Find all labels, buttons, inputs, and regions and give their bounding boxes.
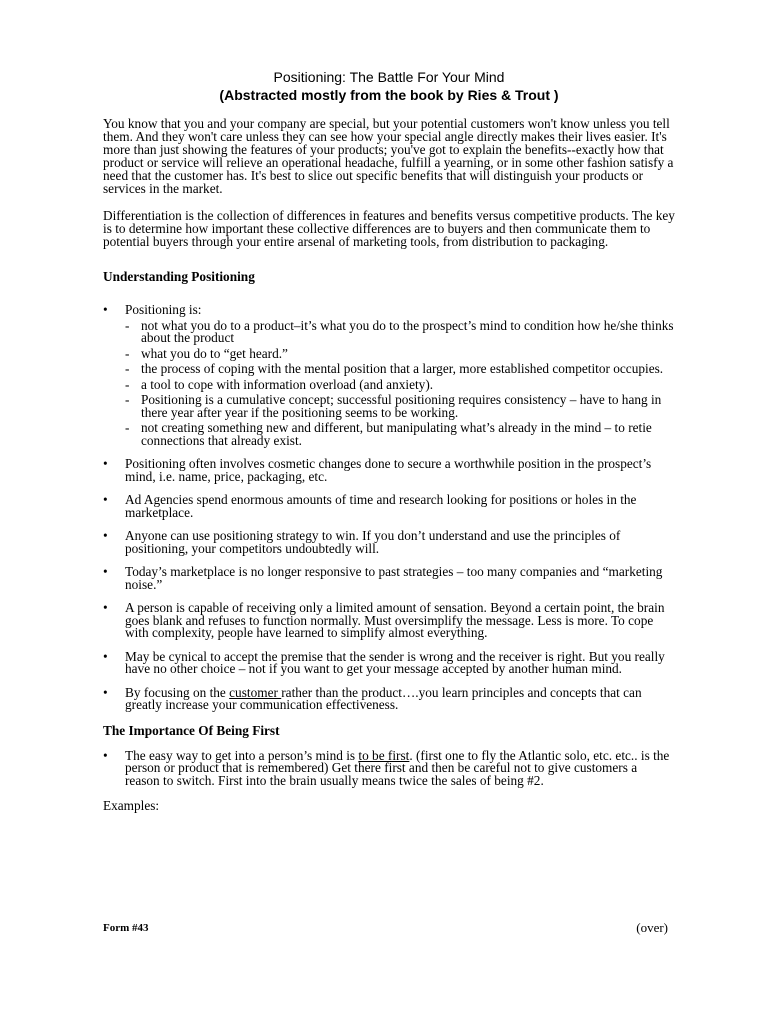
document-page xyxy=(103,68,675,814)
bullet-glyph: • xyxy=(103,747,108,763)
bullet-glyph: • xyxy=(103,600,108,615)
dash-glyph: - xyxy=(125,376,130,392)
list-item xyxy=(103,566,675,591)
bullet-text: The easy way to get into a person’s mind is xyxy=(125,747,359,763)
customer-underlined: customer xyxy=(229,684,282,700)
positioning-is-label: Positioning is: xyxy=(125,302,202,317)
dash-glyph: - xyxy=(125,345,130,361)
sub-list-item xyxy=(125,363,675,376)
sub-list-item xyxy=(125,376,675,392)
dash-glyph: - xyxy=(125,361,130,376)
sub-item-text: what you do to “get heard.” xyxy=(141,345,288,361)
list-item xyxy=(103,304,675,447)
list-item xyxy=(103,684,675,712)
intro-paragraph-2: Differentiation is the collection of differences in features and benefits versus competitive products. The key is to determine how important these collective differences are to buyers and then communicate them to potential buyers through your entire arsenal of marketing tools, from distribution to packaging. xyxy=(103,208,675,249)
bullet-glyph: • xyxy=(103,684,108,700)
bullet-text: A person is capable of receiving only a limited amount of sensation. Beyond a certain point, the brain goes blank and refuses to function normally. Must oversimplify the message. Less is more. To cope with complexity, people have learned to simplify almost everything. xyxy=(125,600,665,640)
list-item xyxy=(103,530,675,555)
positioning-sub-list xyxy=(125,317,675,448)
section-heading-understanding: Understanding Positioning xyxy=(103,269,255,284)
list-item xyxy=(103,747,675,788)
positioning-bullet-list xyxy=(103,304,675,712)
document-title xyxy=(103,68,675,104)
sub-item-text: a tool to cope with information overload (and anxiety). xyxy=(141,376,434,392)
list-item xyxy=(103,458,675,483)
sub-list-item xyxy=(125,394,675,419)
sub-item-text: Positioning is a cumulative concept; successful positioning requires consistency – have to hang in there year after year if the positioning seems to be working. xyxy=(141,392,662,420)
list-item xyxy=(103,648,675,676)
bullet-text: Positioning often involves cosmetic changes done to secure a worthwhile position in the prospect’s mind, i.e. name, price, packaging, etc. xyxy=(125,456,652,484)
dash-glyph: - xyxy=(125,392,130,407)
bullet-text: . (first one to fly the Atlantic solo, etc. etc.. is the person or product that is remembered) Get there first and then be careful not to give customers a reason to switch. First into the brain usually means twice the sales of being #2. xyxy=(125,747,670,788)
bullet-text: May be cynical to accept the premise that the sender is wrong and the receiver is right. But you really have no other choice – not if you want to get your message accepted by another human mind. xyxy=(125,648,665,676)
bullet-glyph: • xyxy=(103,492,108,507)
sub-list-item xyxy=(125,317,675,345)
sub-list-item xyxy=(125,422,675,447)
title-line-1: Positioning: The Battle For Your Mind xyxy=(273,69,505,85)
bullet-glyph: • xyxy=(103,564,108,579)
dash-glyph: - xyxy=(125,420,130,435)
list-item xyxy=(103,494,675,519)
bullet-text: Today’s marketplace is no longer responsive to past strategies – too many companies and “marketing noise.” xyxy=(125,564,663,592)
bullet-text: rather than the product….you learn principles and concepts that can greatly increase your communication effectiveness. xyxy=(125,684,642,712)
dash-glyph: - xyxy=(125,317,130,333)
sub-item-text: not what you do to a product–it’s what you do to the prospect’s mind to condition how he/she thinks about the product xyxy=(141,317,674,345)
bullet-text: By focusing on the xyxy=(125,684,230,700)
intro-paragraph-1: You know that you and your company are special, but your potential customers won't know unless you tell them. And they won't care unless they can see how your special angle directly makes their lives easier. It's more than just showing the features of your products; you've got to explain the benefits--exactly how that product or service will relieve an operational headache, fulfill a yearning, or in some other fashion satisfy a need that the customer has. It's best to slice out specific benefits that will distinguish your products or services in the market. xyxy=(103,116,674,196)
sub-list-item xyxy=(125,345,675,361)
over-note: (over) xyxy=(636,920,668,935)
bullet-glyph: • xyxy=(103,648,108,664)
bullet-glyph: • xyxy=(103,528,108,543)
sub-item-text: the process of coping with the mental position that a larger, more established competitor occupies. xyxy=(141,361,664,376)
bullet-text: Ad Agencies spend enormous amounts of time and research looking for positions or holes in the marketplace. xyxy=(125,492,637,520)
being-first-bullet-list xyxy=(103,747,675,788)
bullet-glyph: • xyxy=(103,456,108,471)
title-line-2: (Abstracted mostly from the book by Ries & Trout ) xyxy=(219,87,559,103)
to-be-first-underlined: to be first xyxy=(358,747,410,763)
examples-label: Examples: xyxy=(103,798,160,813)
list-item xyxy=(103,602,675,640)
form-number: Form #43 xyxy=(103,922,149,934)
bullet-glyph: • xyxy=(103,302,108,317)
bullet-text: Anyone can use positioning strategy to win. If you don’t understand and use the principles of positioning, your competitors undoubtedly will. xyxy=(125,528,621,556)
section-heading-being-first: The Importance Of Being First xyxy=(103,722,280,738)
sub-item-text: not creating something new and different, but manipulating what’s already in the mind – to retie connections that already exist. xyxy=(141,420,652,448)
